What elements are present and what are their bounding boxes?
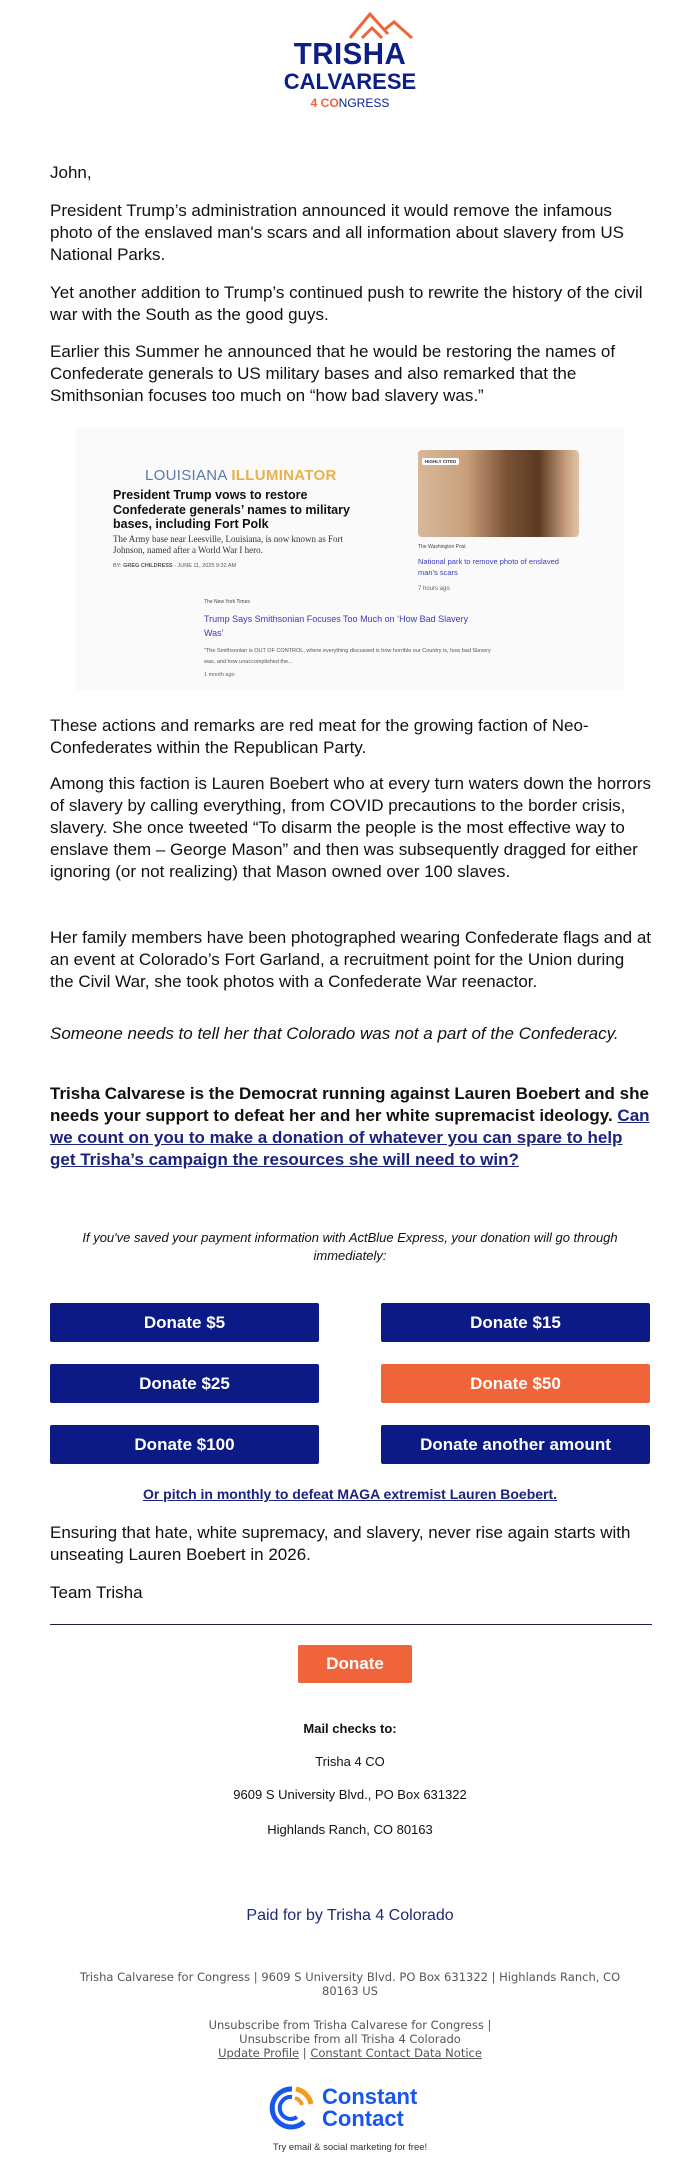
paragraph: Among this faction is Lauren Boebert who at every turn waters down the horrors of slavery by calling everything, from COVID precautions to the border crisis, slavery. She once tweeted “To disarm the people is the most effective way to enslave them – George Mason” and then was subsequently dragged for either ignoring (or not realizing) that Mason owned over 100 slaves. xyxy=(50,774,651,881)
donate-100-button[interactable]: Donate $100 xyxy=(50,1425,319,1464)
mail-city: Highlands Ranch, CO 80163 xyxy=(267,1822,433,1837)
logo-name-first: TRISHA xyxy=(293,36,407,71)
donate-50-button[interactable]: Donate $50 xyxy=(381,1364,650,1403)
cta-paragraph xyxy=(50,1083,652,1171)
illuminator-subhead: The Army base near Leesville, Louisiana, is now known as Fort Johnson, named after a World War I hero. xyxy=(113,534,343,555)
brand-part: LOUISIANA xyxy=(145,467,227,484)
paid-for-disclaimer: Paid for by Trisha 4 Colorado xyxy=(246,1907,454,1924)
enslaved-man-photo xyxy=(418,450,579,537)
donate-25-button[interactable]: Donate $25 xyxy=(50,1364,319,1403)
nyt-title: Trump Says Smithsonian Focuses Too Much on ‘How Bad Slavery Was’ xyxy=(204,614,469,638)
illuminator-byline xyxy=(113,563,236,569)
donate-5-button[interactable]: Donate $5 xyxy=(50,1303,319,1342)
logo-tagline xyxy=(270,96,430,110)
unsubscribe-all-link[interactable]: Unsubscribe from all Trisha 4 Colorado xyxy=(239,2032,461,2046)
mail-name: Trisha 4 CO xyxy=(315,1754,385,1769)
italic-paragraph: Someone needs to tell her that Colorado was not a part of the Confederacy. xyxy=(50,1024,619,1043)
cc-tagline: Try email & social marketing for free! xyxy=(272,2142,428,2153)
monthly-link-row xyxy=(0,1486,700,1502)
nyt-snippet: "The Smithsonian is OUT OF CONTROL, where everything discussed is how horrible our Country is, how bad Slavery was, and how unaccomplished the... xyxy=(204,648,491,665)
cta-donation-link[interactable]: Can we count on you to make a donation of whatever you can spare to help get Trisha’s campaign the resources she will need to win? xyxy=(50,1106,650,1169)
campaign-logo xyxy=(0,0,700,115)
cc-line2: Contact xyxy=(322,2106,404,2131)
donate-other-button[interactable]: Donate another amount xyxy=(381,1425,650,1464)
constant-contact-logo[interactable] xyxy=(268,2084,438,2134)
footer-links xyxy=(0,2018,700,2060)
paragraph: Earlier this Summer he announced that he would be restoring the names of Confederate generals to US military bases and also remarked that the Smithsonian focuses too much on “how bad slavery was.” xyxy=(50,342,616,405)
cta-bold-text: Trisha Calvarese is the Democrat running against Lauren Boebert and she needs your support to defeat her and her white supremacist ideology. xyxy=(50,1084,649,1125)
paragraph: These actions and remarks are red meat for the growing faction of Neo-Confederates within the Republican Party. xyxy=(50,716,589,757)
nyt-source: The New York Times xyxy=(204,599,250,605)
paragraph: President Trump’s administration announced it would remove the infamous photo of the enslaved man's scars and all information about slavery from US National Parks. xyxy=(50,201,624,264)
wapo-title: National park to remove photo of enslaved man's scars xyxy=(418,557,559,577)
byline-date: - JUNE 11, 2025 9:32 AM xyxy=(174,563,237,569)
signoff: Team Trisha xyxy=(50,1583,143,1602)
separator: | xyxy=(302,2046,307,2060)
divider xyxy=(50,1624,652,1625)
actblue-note: If you've saved your payment information with ActBlue Express, your donation will go through immediately: xyxy=(82,1230,618,1263)
mail-checks-heading: Mail checks to: xyxy=(303,1721,397,1736)
paragraph: Yet another addition to Trump’s continued push to rewrite the history of the civil war with the South as the good guys. xyxy=(50,283,643,324)
byline-prefix: BY: xyxy=(113,563,122,569)
logo-tagline-rest: NGRESS xyxy=(338,96,390,110)
donate-button[interactable]: Donate xyxy=(298,1645,412,1683)
paragraph: Her family members have been photographed wearing Confederate flags and at an event at Colorado’s Fort Garland, a recruitment point for the Union during the Civil War, she took photos with a Confederate War reenactor. xyxy=(50,928,652,991)
logo-name-last: CALVARESE xyxy=(283,69,417,94)
wapo-source: The Washington Post xyxy=(418,544,466,550)
news-headlines-image xyxy=(76,428,624,690)
illuminator-brand xyxy=(145,467,337,484)
cc-line1: Constant xyxy=(322,2084,418,2109)
constant-contact-icon xyxy=(268,2084,316,2132)
highly-cited-badge: HIGHLY CITED xyxy=(422,458,459,465)
data-notice-link[interactable]: Constant Contact Data Notice xyxy=(310,2046,482,2060)
footer-address: Trisha Calvarese for Congress | 9609 S University Blvd. PO Box 631322 | Highlands Ranch, CO 80163 US xyxy=(79,1970,621,1998)
closing-paragraph: Ensuring that hate, white supremacy, and slavery, never rise again starts with unseating Lauren Boebert in 2026. xyxy=(50,1523,631,1564)
nyt-time: 1 month ago xyxy=(204,672,235,678)
update-profile-link[interactable]: Update Profile xyxy=(218,2046,300,2060)
unsubscribe-link[interactable]: Unsubscribe from Trisha Calvarese for Congress | xyxy=(208,2018,492,2032)
illuminator-headline: President Trump vows to restore Confederate generals’ names to military bases, including Fort Polk xyxy=(113,488,350,531)
monthly-donation-link[interactable]: Or pitch in monthly to defeat MAGA extremist Lauren Boebert. xyxy=(142,1486,558,1502)
logo-tagline-accent: 4 CO xyxy=(310,96,339,110)
mail-street: 9609 S University Blvd., PO Box 631322 xyxy=(233,1787,467,1802)
donate-15-button[interactable]: Donate $15 xyxy=(381,1303,650,1342)
byline-author: GREG CHILDRESS xyxy=(123,563,173,569)
wapo-time: 7 hours ago xyxy=(418,586,450,592)
greeting: John, xyxy=(50,163,92,182)
brand-part: ILLUMINATOR xyxy=(231,467,337,484)
